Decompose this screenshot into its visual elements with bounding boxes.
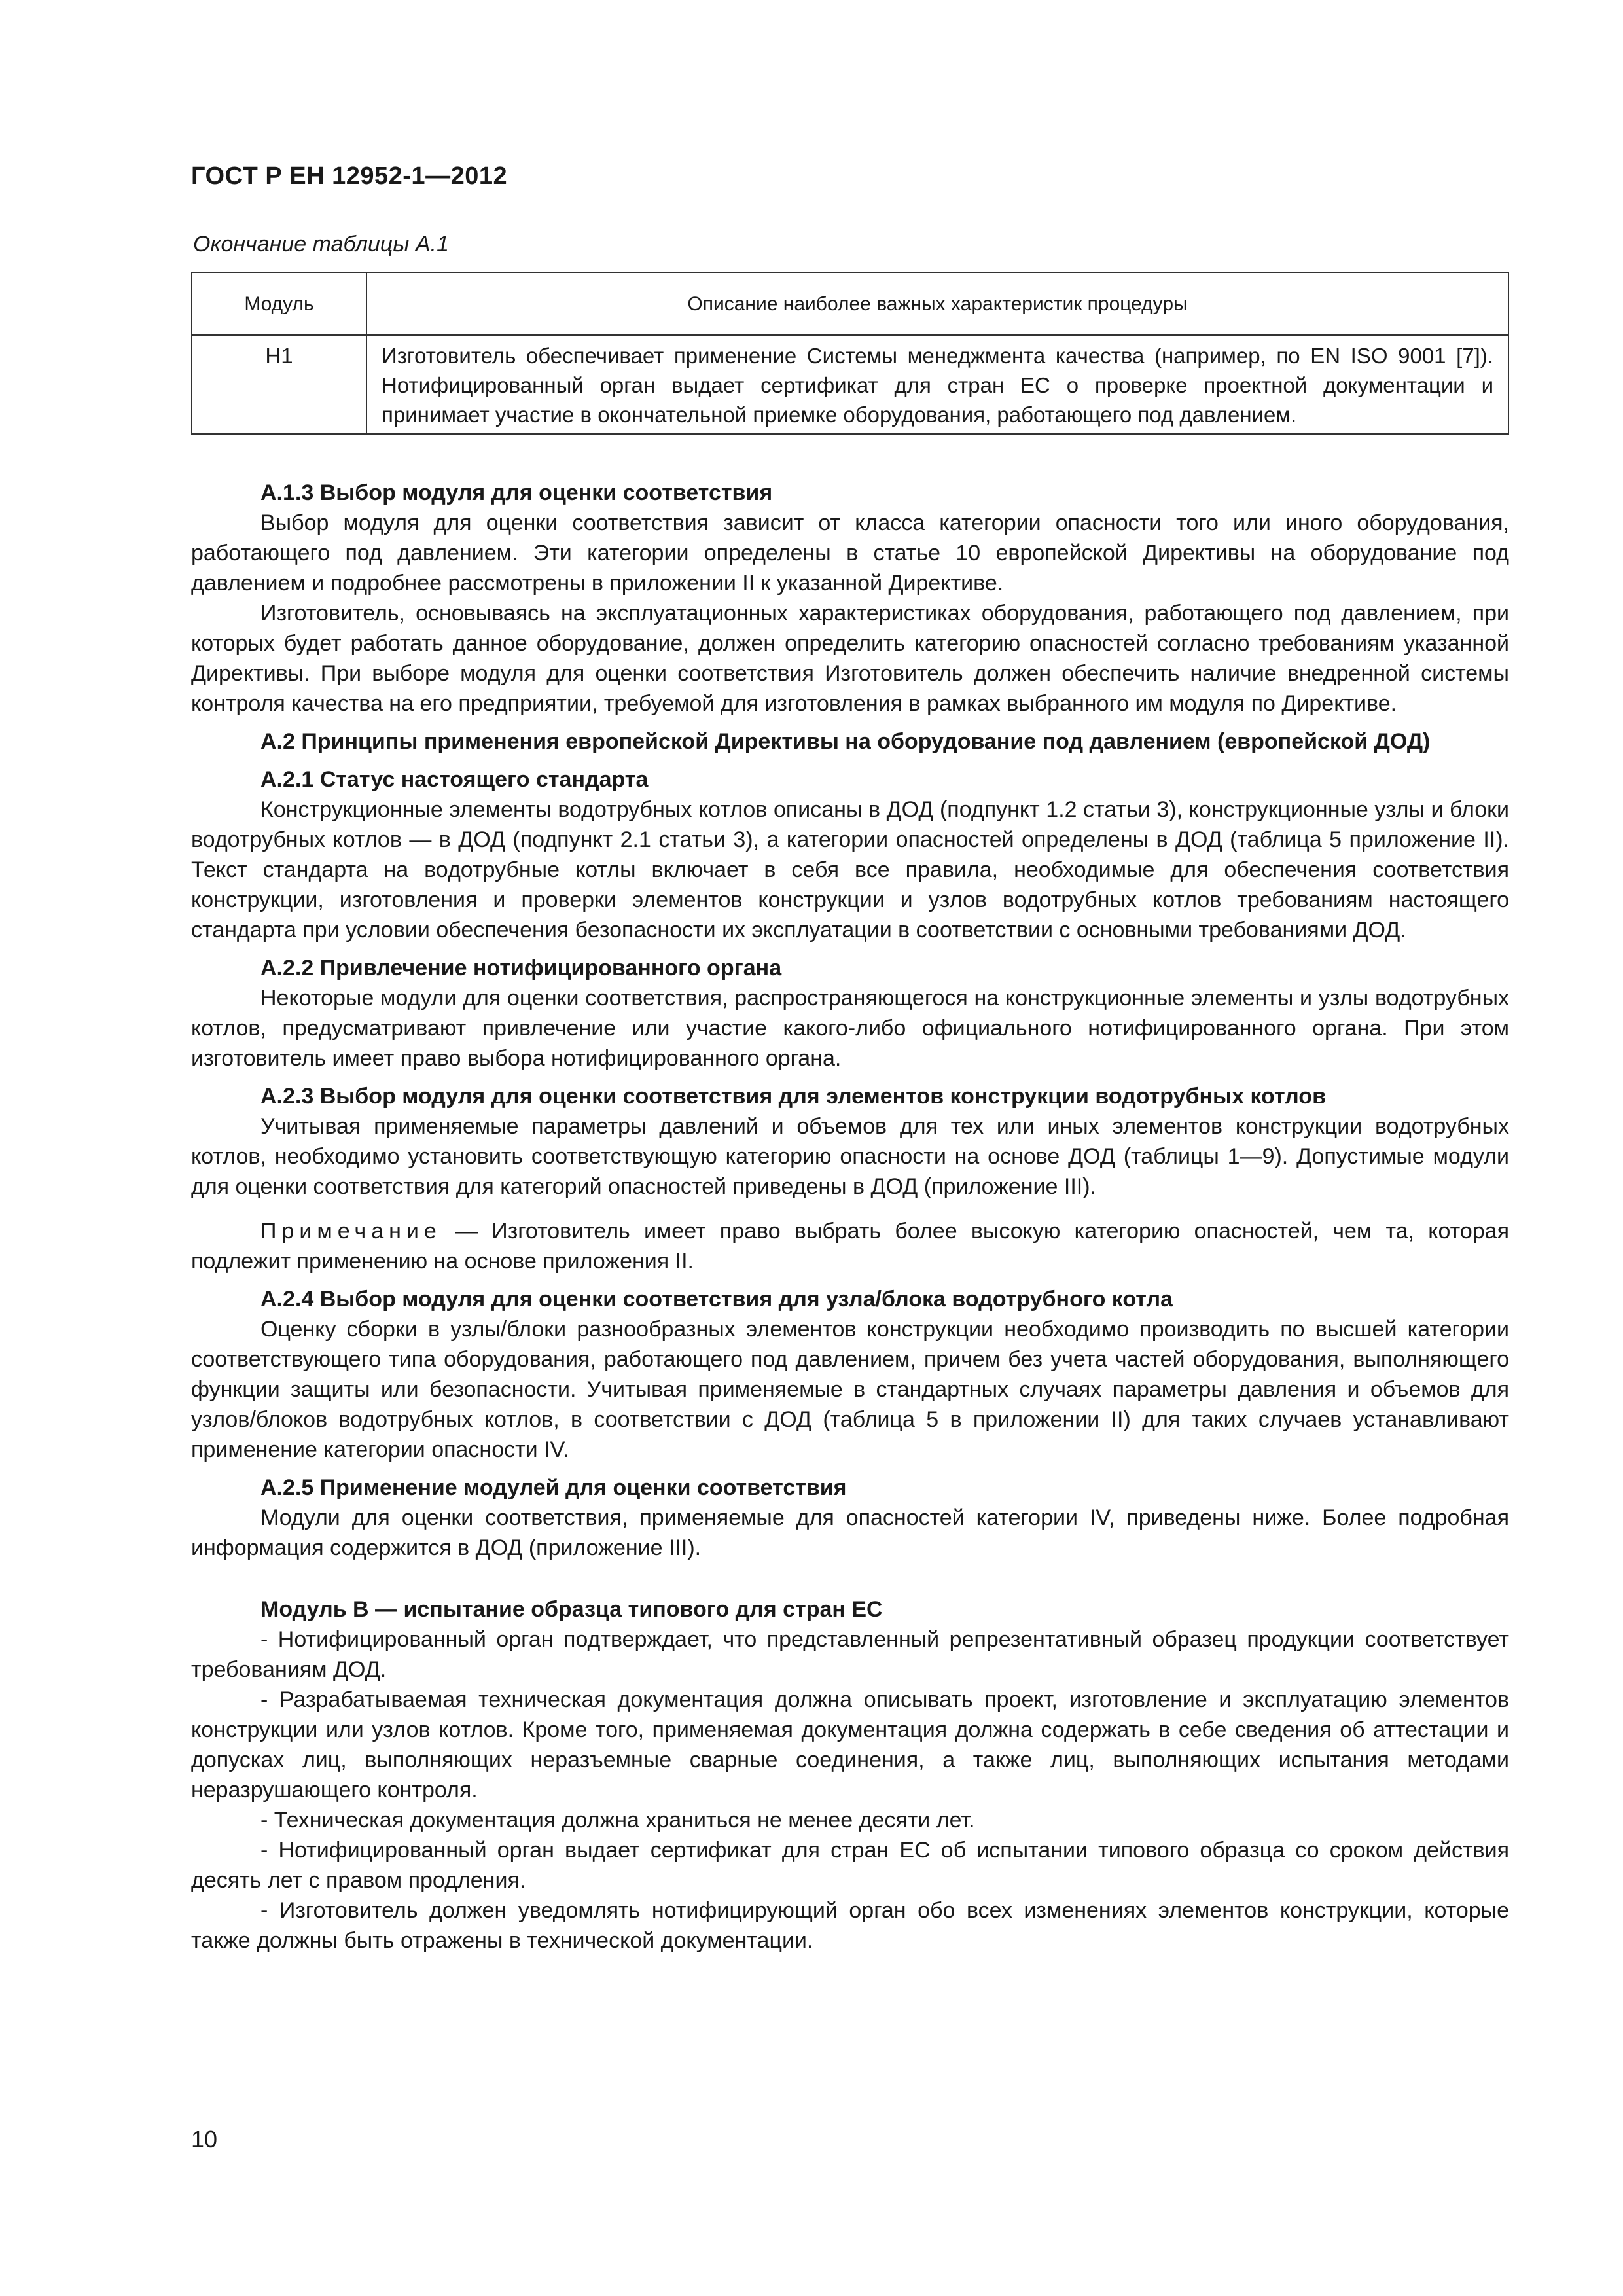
paragraph: Учитывая применяемые параметры давлений и объемов для тех или иных элементов конструкции водотрубных котлов, необходимо установить соответствующую категорию опасности на основе ДОД (таблицы 1—9). Допустимые модули для оценки соответствия для категорий опасностей приведены в ДОД (приложение III).: [191, 1114, 1509, 1199]
section-heading-a21: А.2.1 Статус настоящего стандарта: [260, 767, 649, 792]
table-header-row: [192, 272, 1508, 335]
paragraph: Некоторые модули для оценки соответствия, распространяющегося на конструкционные элементы и узлы водотрубных котлов, предусматривают привлечение или участие какого-либо официального нотифицированного органа. При этом изготовитель имеет право выбора нотифицированного органа.: [191, 986, 1509, 1071]
table-row: [192, 335, 1508, 434]
section-heading-a24: А.2.4 Выбор модуля для оценки соответствия для узла/блока водотрубного котла: [260, 1287, 1173, 1312]
column-header-module: Модуль: [192, 272, 366, 335]
table-cell-module: H1: [192, 335, 366, 434]
table-cell-description: Изготовитель обеспечивает применение Системы менеджмента качества (например, по EN ISO 9001 [7]). Нотифицированный орган выдает сертификат для стран ЕС о проверке проектной документации и принимает участие в окончательной приемке оборудования, работающего под давлением.: [366, 335, 1508, 434]
list-item: - Нотифицированный орган подтверждает, что представленный репрезентативный образец продукции соответствует требованиям ДОД.: [191, 1627, 1509, 1682]
module-b-heading: Модуль В — испытание образца типового для стран ЕС: [260, 1597, 883, 1622]
list-item: - Изготовитель должен уведомлять нотифицирующий орган обо всех изменениях элементов конструкции, которые также должны быть отражены в технической документации.: [191, 1898, 1509, 1953]
list-item: - Техническая документация должна храниться не менее десяти лет.: [260, 1808, 975, 1833]
list-item: - Разрабатываемая техническая документация должна описывать проект, изготовление и эксплуатацию элементов конструкции или узлов котлов. Кроме того, применяемая документация должна содержать в себе сведения об аттестации и допусках лиц, выполняющих неразъемные сварные соединения, а также лиц, выполняющих испытания методами неразрушающего контроля.: [191, 1687, 1509, 1803]
paragraph: Модули для оценки соответствия, применяемые для опасностей категории IV, приведены ниже. Более подробная информация содержится в ДОД (приложение III).: [191, 1505, 1509, 1560]
modules-table: [191, 272, 1509, 435]
section-heading-a22: А.2.2 Привлечение нотифицированного органа: [260, 956, 782, 980]
section-heading-a13: А.1.3 Выбор модуля для оценки соответствия: [260, 480, 773, 505]
note-label: Примечание: [260, 1219, 442, 1244]
section-heading-a2: А.2 Принципы применения европейской Директивы на оборудование под давлением (европейской ДОД): [260, 729, 1431, 754]
page-number: 10: [191, 2126, 218, 2153]
note-text: — Изготовитель имеет право выбрать более высокую категорию опасностей, чем та, которая подлежит применению на основе приложения II.: [191, 1219, 1509, 1274]
paragraph: Изготовитель, основываясь на эксплуатационных характеристиках оборудования, работающего под давлением, при которых будет работать данное оборудование, должен определить категорию опасностей согласно требованиям указанной Директивы. При выборе модуля для оценки соответствия Изготовитель должен обеспечить наличие внедренной системы контроля качества на его предприятии, требуемой для изготовления в рамках выбранного им модуля по Директиве.: [191, 601, 1509, 716]
paragraph: Выбор модуля для оценки соответствия зависит от класса категории опасности того или иного оборудования, работающего под давлением. Эти категории определены в статье 10 европейской Директивы на оборудование под давлением и подробнее рассмотрены в приложении II к указанной Директиве.: [191, 511, 1509, 596]
standard-header: ГОСТ Р ЕН 12952-1—2012: [191, 162, 508, 190]
table-caption: Окончание таблицы А.1: [193, 232, 449, 257]
section-heading-a23: А.2.3 Выбор модуля для оценки соответствия для элементов конструкции водотрубных котлов: [260, 1084, 1326, 1109]
document-body: [191, 470, 1509, 1956]
list-item: - Нотифицированный орган выдает сертификат для стран ЕС об испытании типового образца со сроком действия десять лет с правом продления.: [191, 1838, 1509, 1893]
paragraph: Конструкционные элементы водотрубных котлов описаны в ДОД (подпункт 1.2 статьи 3), конструкционные узлы и блоки водотрубных котлов — в ДОД (подпункт 2.1 статьи 3), а категории опасностей определены в ДОД (таблица 5 приложение II). Текст стандарта на водотрубные котлы включает в себя все правила, необходимые для обеспечения соответствия конструкции, изготовления и проверки элементов конструкции и узлов водотрубных котлов требованиям настоящего стандарта при условии обеспечения безопасности их эксплуатации в соответствии с основными требованиями ДОД.: [191, 797, 1509, 942]
note-paragraph: [191, 1216, 1509, 1276]
section-heading-a25: А.2.5 Применение модулей для оценки соответствия: [260, 1475, 847, 1500]
paragraph: Оценку сборки в узлы/блоки разнообразных элементов конструкции необходимо производить по высшей категории соответствующего типа оборудования, работающего под давлением, причем без учета частей оборудования, выполняющего функции защиты или безопасности. Учитывая применяемые в стандартных случаях параметры давления и объемов для узлов/блоков водотрубных котлов, в соответствии с ДОД (таблица 5 в приложении II) для таких случаев устанавливают применение категории опасности IV.: [191, 1317, 1509, 1462]
column-header-description: Описание наиболее важных характеристик процедуры: [366, 272, 1508, 335]
